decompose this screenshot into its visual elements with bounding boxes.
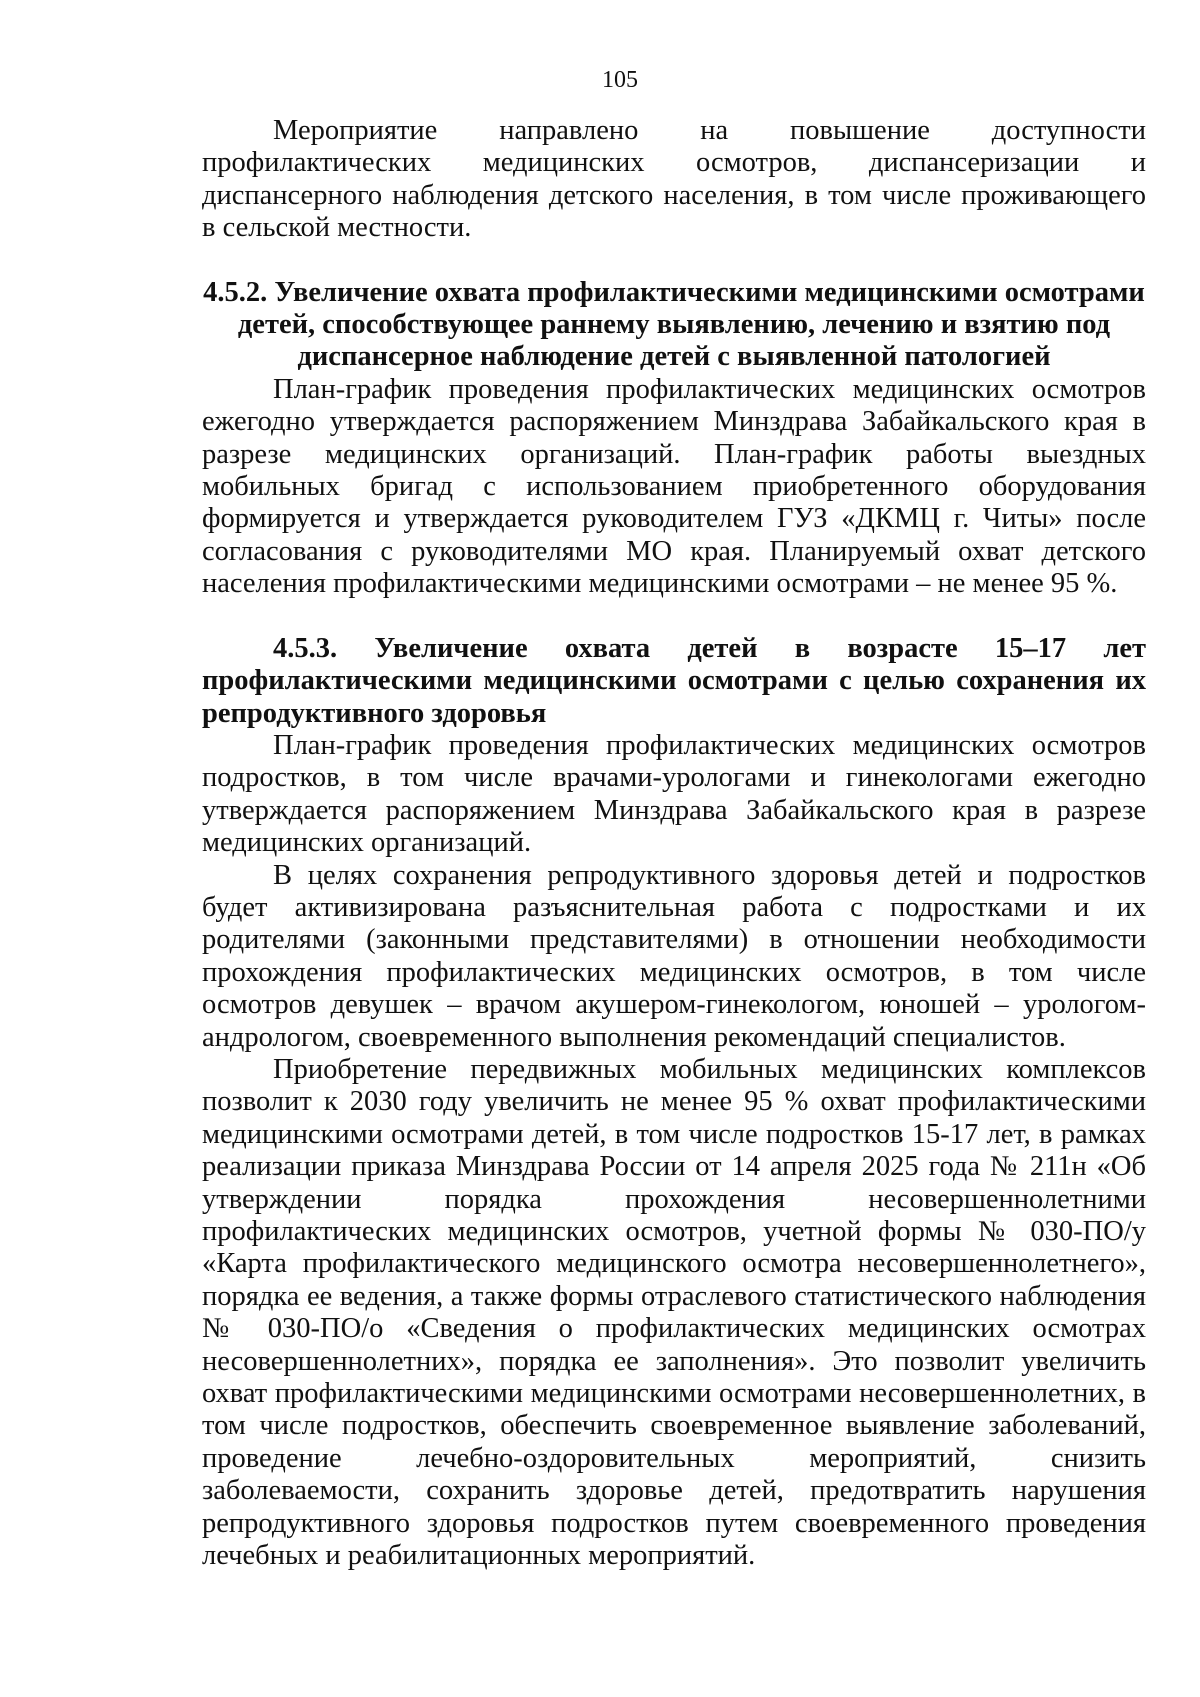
section-4-5-3-paragraph: План-график проведения профилактических медицинских осмотров подростков, в том числе врачами-урологами и гинекологами ежегодно утверждается распоряжением Минздрава Забайкальского края в разрезе медицинских организаций. [202,729,1146,859]
section-4-5-3-paragraph: В целях сохранения репродуктивного здоровья детей и подростков будет активизирована разъяснительная работа с подростками и их родителями (законными представителями) в отношении необходимости прохождения профилактических медицинских осмотров, в том числе осмотров девушек – врачом акушером-гинекологом, юношей – урологом-андрологом, своевременного выполнения рекомендаций специалистов. [202,859,1146,1053]
page-number: 105 [602,67,638,93]
section-heading-4-5-2: 4.5.2. Увеличение охвата профилактическими медицинскими осмотрами детей, способствующее раннему выявлению, лечению и взятию под диспансерное наблюдение детей с выявленной патологией [203,276,1145,373]
section-4-5-2-paragraph: План-график проведения профилактических медицинских осмотров ежегодно утверждается распоряжением Минздрава Забайкальского края в разрезе медицинских организаций. План-график работы выездных мобильных бригад с использованием приобретенного оборудования формируется и утверждается руководителем ГУЗ «ДКМЦ г. Читы» после согласования с руководителями МО края. Планируемый охват детского населения профилактическими медицинскими осмотрами – не менее 95 %. [202,373,1146,600]
document-body [202,115,1146,1572]
intro-paragraph: Мероприятие направлено на повышение доступности профилактических медицинских осмотров, диспансеризации и диспансерного наблюдения детского населения, в том числе проживающего в сельской местности. [202,115,1146,244]
section-4-5-3-paragraph: Приобретение передвижных мобильных медицинских комплексов позволит к 2030 году увеличить не менее 95 % охват профилактическими медицинскими осмотрами детей, в том числе подростков 15-17 лет, в рамках реализации приказа Минздрава России от 14 апреля 2025 года № 211н «Об утверждении порядка прохождения несовершеннолетними профилактических медицинских осмотров, учетной формы № 030-ПО/у «Карта профилактического медицинского осмотра несовершеннолетнего», порядка ее ведения, а также формы отраслевого статистического наблюдения № 030-ПО/о «Сведения о профилактических медицинских осмотрах несовершеннолетних», порядка ее заполнения». Это позволит увеличить охват профилактическими медицинскими осмотрами несовершеннолетних, в том числе подростков, обеспечить своевременное выявление заболеваний, проведение лечебно-оздоровительных мероприятий, снизить заболеваемости, сохранить здоровье детей, предотвратить нарушения репродуктивного здоровья подростков путем своевременного проведения лечебных и реабилитационных мероприятий. [202,1053,1146,1572]
section-spacer [202,245,1146,277]
section-spacer [202,601,1146,633]
section-heading-4-5-3: 4.5.3. Увеличение охвата детей в возрасте 15–17 лет профилактическими медицинскими осмотрами с целью сохранения их репродуктивного здоровья [202,632,1146,729]
